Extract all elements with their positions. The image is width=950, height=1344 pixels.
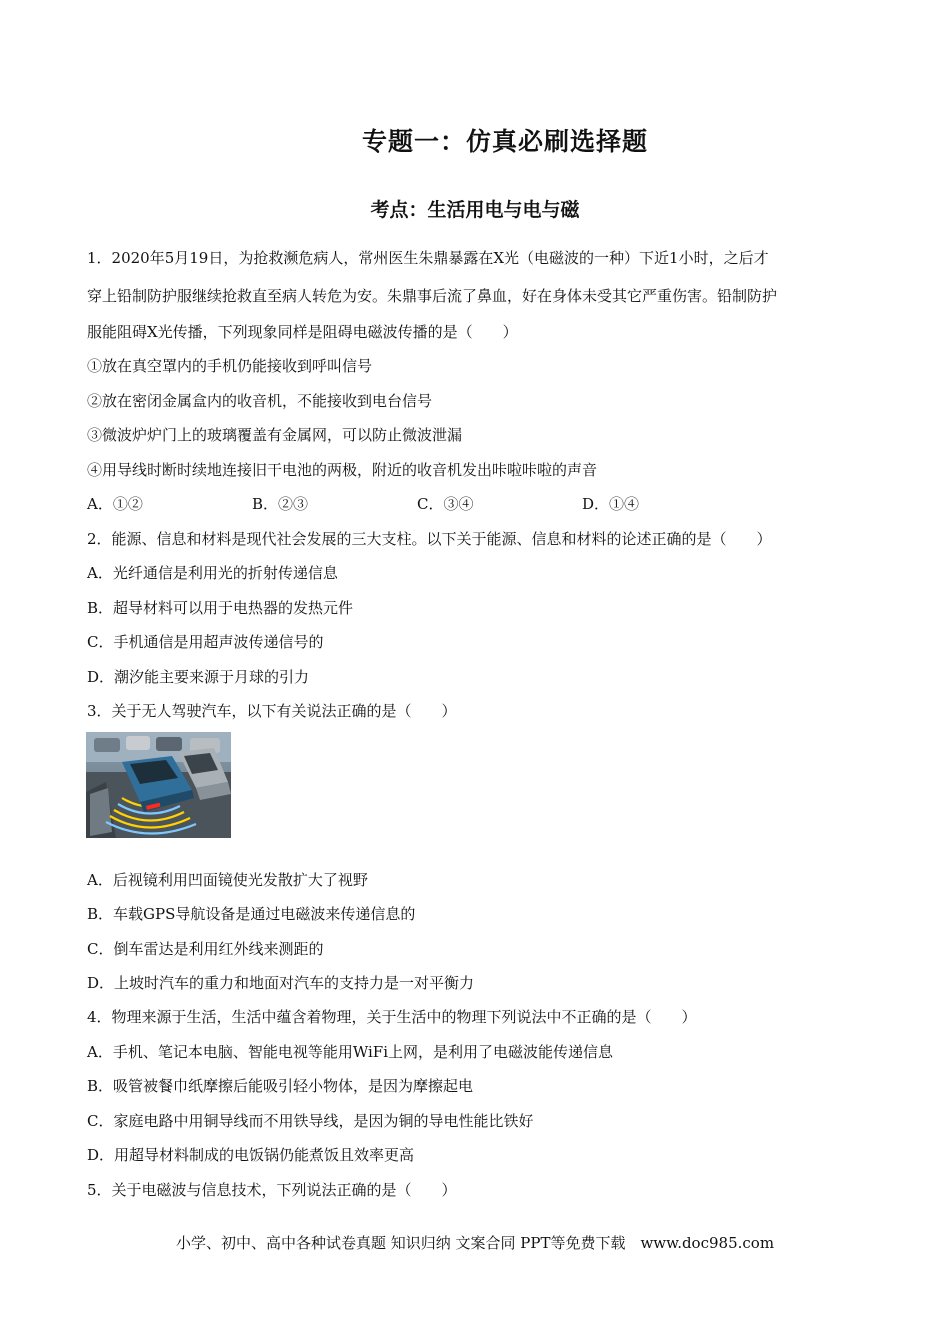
q1-stem-line-1: 1．2020年5月19日，为抢救濒危病人，常州医生朱鼎暴露在X光（电磁波的一种）下近1小时，之后才 <box>87 249 769 267</box>
q5-stem: 5．关于电磁波与信息技术，下列说法正确的是（ ） <box>87 1181 457 1199</box>
q4-option-a: A．手机、笔记本电脑、智能电视等能用WiFi上网，是利用了电磁波能传递信息 <box>87 1043 613 1061</box>
q2-option-d: D．潮汐能主要来源于月球的引力 <box>87 668 310 686</box>
q1-item-4: ④用导线时断时续地连接旧干电池的两极，附近的收音机发出咔啦咔啦的声音 <box>87 461 598 479</box>
q1-option-b: B．②③ <box>252 495 309 513</box>
q1-stem-line-3: 服能阻碍X光传播，下列现象同样是阻碍电磁波传播的是（ ） <box>87 323 518 341</box>
parking-car-image <box>86 732 231 838</box>
q1-option-a: A．①② <box>87 495 143 513</box>
q4-stem: 4．物理来源于生活，生活中蕴含着物理，关于生活中的物理下列说法中不正确的是（ ） <box>87 1008 697 1026</box>
q3-stem: 3．关于无人驾驶汽车，以下有关说法正确的是（ ） <box>87 702 457 720</box>
q2-option-b: B．超导材料可以用于电热器的发热元件 <box>87 599 354 617</box>
q4-option-b: B．吸管被餐巾纸摩擦后能吸引轻小物体，是因为摩擦起电 <box>87 1077 474 1095</box>
q2-stem: 2．能源、信息和材料是现代社会发展的三大支柱。以下关于能源、信息和材料的论述正确的是（ ） <box>87 530 772 548</box>
q1-stem-line-2: 穿上铅制防护服继续抢救直至病人转危为安。朱鼎事后流了鼻血，好在身体未受其它严重伤害。铅制防护 <box>87 287 778 305</box>
q1-item-3: ③微波炉炉门上的玻璃覆盖有金属网，可以防止微波泄漏 <box>87 426 463 444</box>
page-subtitle: 考点：生活用电与电与磁 <box>370 199 580 221</box>
q1-option-d: D．①④ <box>582 495 640 513</box>
page-footer: 小学、初中、高中各种试卷真题 知识归纳 文案合同 PPT等免费下载 www.doc985.com <box>175 1234 775 1252</box>
q3-option-d: D．上坡时汽车的重力和地面对汽车的支持力是一对平衡力 <box>87 974 475 992</box>
q3-option-a: A．后视镜利用凹面镜使光发散扩大了视野 <box>87 871 368 889</box>
page-title: 专题一：仿真必刷选择题 <box>361 127 648 156</box>
q2-option-a: A．光纤通信是利用光的折射传递信息 <box>87 564 338 582</box>
q4-option-d: D．用超导材料制成的电饭锅仍能煮饭且效率更高 <box>87 1146 415 1164</box>
q4-option-c: C．家庭电路中用铜导线而不用铁导线，是因为铜的导电性能比铁好 <box>87 1112 534 1130</box>
q1-item-1: ①放在真空罩内的手机仍能接收到呼叫信号 <box>87 357 373 375</box>
q2-option-c: C．手机通信是用超声波传递信号的 <box>87 633 324 651</box>
q1-option-c: C．③④ <box>417 495 474 513</box>
q3-option-b: B．车载GPS导航设备是通过电磁波来传递信息的 <box>87 905 416 923</box>
q3-option-c: C．倒车雷达是利用红外线来测距的 <box>87 940 324 958</box>
q1-item-2: ②放在密闭金属盒内的收音机，不能接收到电台信号 <box>87 392 433 410</box>
